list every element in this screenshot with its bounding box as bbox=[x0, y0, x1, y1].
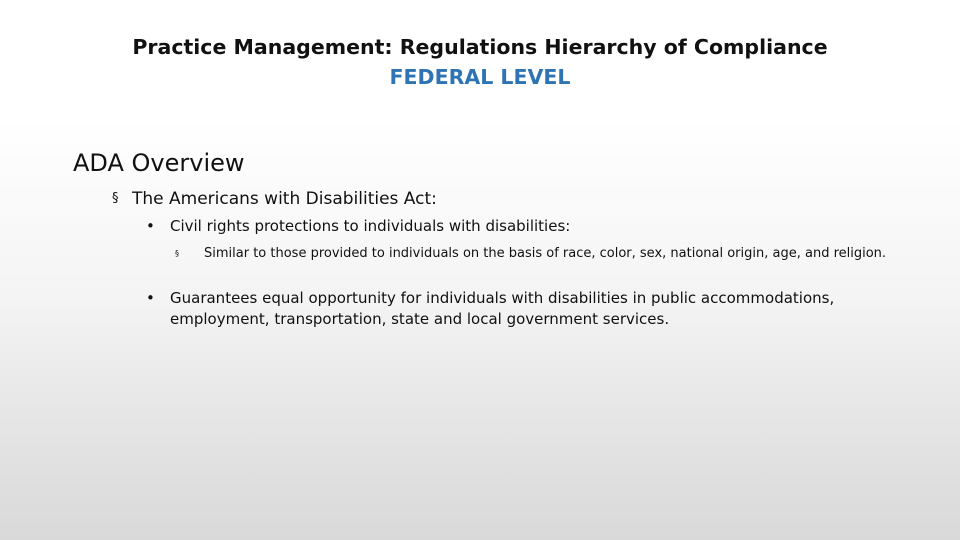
bullet-level2-civil-rights bbox=[146, 216, 570, 237]
bullet-level3-similar bbox=[175, 245, 915, 262]
bullet-level1 bbox=[112, 186, 437, 212]
bullet-level2-guarantees bbox=[146, 288, 916, 330]
title-subtitle: FEDERAL LEVEL bbox=[389, 65, 571, 89]
section-bullet-icon: § bbox=[112, 191, 119, 206]
slide-title bbox=[0, 32, 960, 92]
section-heading: ADA Overview bbox=[73, 149, 245, 177]
bullet-level2-text: Guarantees equal opportunity for individuals with disabilities in public accommodations, employment, transportation, state and local government services. bbox=[170, 289, 835, 328]
bullet-level2-text: Civil rights protections to individuals with disabilities: bbox=[170, 217, 571, 235]
section-bullet-icon: § bbox=[175, 249, 179, 258]
dot-bullet-icon: • bbox=[146, 289, 155, 307]
bullet-level1-text: The Americans with Disabilities Act: bbox=[132, 189, 437, 209]
dot-bullet-icon: • bbox=[146, 217, 155, 235]
title-main: Practice Management: Regulations Hierarchy of Compliance bbox=[132, 35, 828, 59]
bullet-level3-text: Similar to those provided to individuals on the basis of race, color, sex, national origin, age, and religion. bbox=[204, 246, 887, 261]
